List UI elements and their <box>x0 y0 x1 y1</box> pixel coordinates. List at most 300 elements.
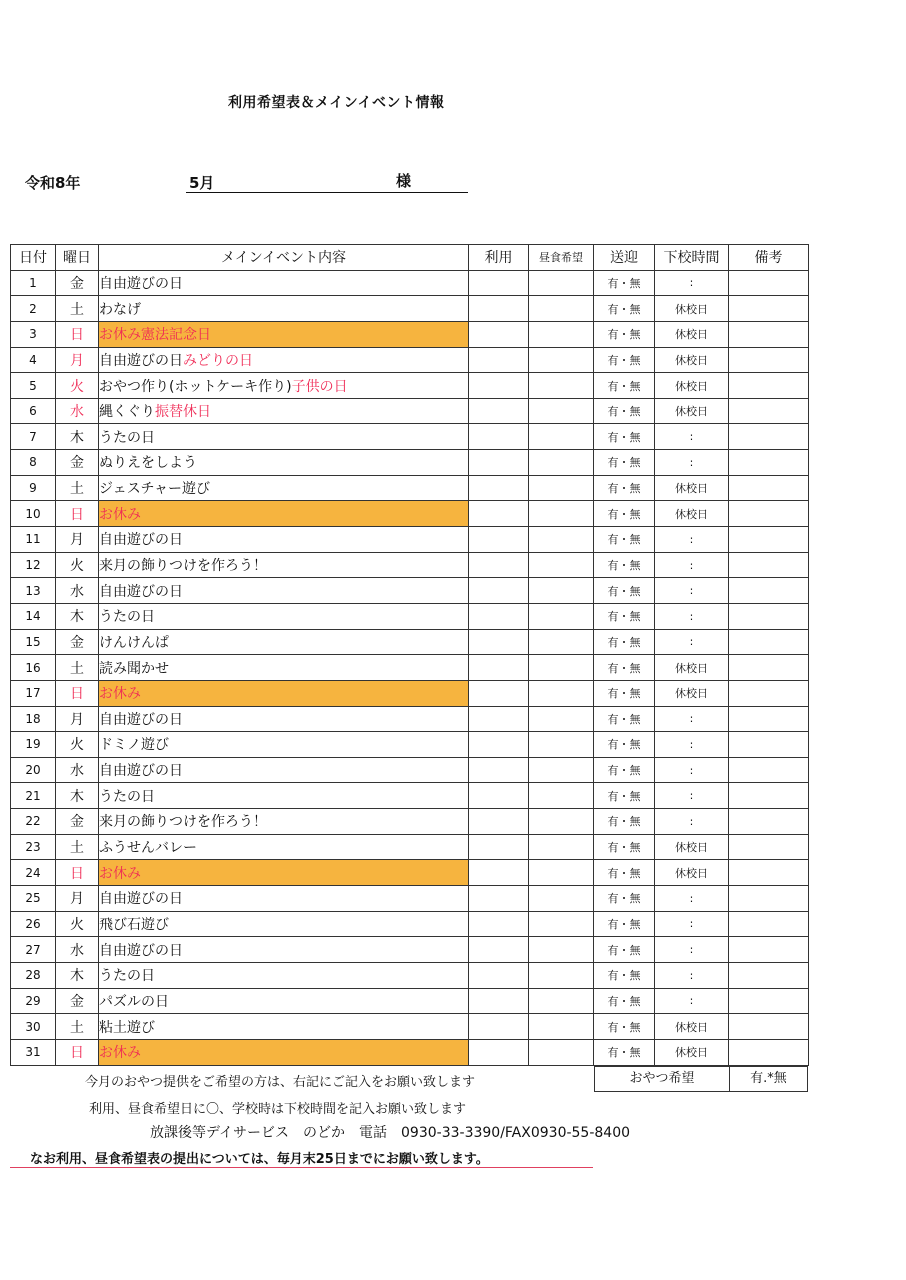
lunch-cell[interactable] <box>529 475 594 501</box>
remarks-cell[interactable] <box>729 809 809 835</box>
remarks-cell[interactable] <box>729 501 809 527</box>
use-cell[interactable] <box>469 603 529 629</box>
event-text: 縄くぐり <box>99 404 155 421</box>
header-lunch: 昼食希望 <box>529 245 594 271</box>
weekday-cell: 土 <box>56 655 99 681</box>
date-cell: 24 <box>11 860 56 886</box>
dismissal-cell[interactable]: : <box>655 450 729 476</box>
remarks-cell[interactable] <box>729 911 809 937</box>
table-header-row <box>11 245 809 271</box>
remarks-cell[interactable] <box>729 834 809 860</box>
lunch-cell[interactable] <box>529 629 594 655</box>
event-text: うたの日 <box>99 429 155 446</box>
weekday-cell: 金 <box>56 809 99 835</box>
holiday-text: みどりの日 <box>183 352 253 369</box>
remarks-cell[interactable] <box>729 347 809 373</box>
use-cell[interactable] <box>469 1014 529 1040</box>
remarks-cell[interactable] <box>729 296 809 322</box>
event-text: 自由遊びの日 <box>99 583 183 600</box>
remarks-cell[interactable] <box>729 860 809 886</box>
remarks-cell[interactable] <box>729 527 809 553</box>
date-cell: 14 <box>11 603 56 629</box>
weekday-cell: 金 <box>56 450 99 476</box>
use-cell[interactable] <box>469 373 529 399</box>
date-cell: 4 <box>11 347 56 373</box>
honorific-label: 様 <box>396 172 412 190</box>
transport-cell[interactable]: 有・無 <box>594 680 655 706</box>
dismissal-cell[interactable]: 休校日 <box>655 860 729 886</box>
weekday-cell: 月 <box>56 527 99 553</box>
date-cell: 9 <box>11 475 56 501</box>
weekday-cell: 木 <box>56 962 99 988</box>
weekday-cell: 木 <box>56 424 99 450</box>
lunch-cell[interactable] <box>529 911 594 937</box>
transport-cell[interactable]: 有・無 <box>594 578 655 604</box>
remarks-cell[interactable] <box>729 680 809 706</box>
remarks-cell[interactable] <box>729 270 809 296</box>
lunch-cell[interactable] <box>529 680 594 706</box>
event-cell <box>99 937 469 963</box>
date-cell: 18 <box>11 706 56 732</box>
remarks-cell[interactable] <box>729 424 809 450</box>
use-cell[interactable] <box>469 834 529 860</box>
date-cell: 11 <box>11 527 56 553</box>
header-date: 日付 <box>11 245 56 271</box>
use-cell[interactable] <box>469 424 529 450</box>
event-cell <box>99 655 469 681</box>
lunch-cell[interactable] <box>529 527 594 553</box>
date-cell: 8 <box>11 450 56 476</box>
transport-cell[interactable]: 有・無 <box>594 962 655 988</box>
transport-cell[interactable]: 有・無 <box>594 296 655 322</box>
event-cell <box>99 834 469 860</box>
page-title: 利用希望表＆メインイベント情報 <box>228 95 445 111</box>
transport-cell[interactable]: 有・無 <box>594 732 655 758</box>
use-cell[interactable] <box>469 475 529 501</box>
transport-cell[interactable]: 有・無 <box>594 706 655 732</box>
event-text: うたの日 <box>99 968 155 985</box>
event-cell <box>99 527 469 553</box>
date-cell: 1 <box>11 270 56 296</box>
date-cell: 29 <box>11 988 56 1014</box>
event-text: 自由遊びの日 <box>99 275 183 292</box>
event-text: 自由遊びの日 <box>99 763 183 780</box>
lunch-cell[interactable] <box>529 270 594 296</box>
table-row <box>11 270 809 296</box>
weekday-cell: 日 <box>56 321 99 347</box>
weekday-cell: 土 <box>56 834 99 860</box>
use-cell[interactable] <box>469 809 529 835</box>
table-row <box>11 757 809 783</box>
dismissal-cell[interactable]: 休校日 <box>655 834 729 860</box>
weekday-cell: 土 <box>56 1014 99 1040</box>
remarks-cell[interactable] <box>729 1014 809 1040</box>
table-row <box>11 578 809 604</box>
header-transport: 送迎 <box>594 245 655 271</box>
name-field-line[interactable] <box>186 192 468 193</box>
dismissal-cell[interactable]: : <box>655 757 729 783</box>
event-cell <box>99 270 469 296</box>
table-row <box>11 988 809 1014</box>
month-label: 5月 <box>189 174 215 192</box>
snack-label: おやつ希望 <box>595 1067 730 1091</box>
weekday-cell: 火 <box>56 552 99 578</box>
dismissal-cell[interactable]: : <box>655 706 729 732</box>
dismissal-cell[interactable]: : <box>655 809 729 835</box>
lunch-cell[interactable] <box>529 937 594 963</box>
era-year: 令和8年 <box>25 174 81 192</box>
weekday-cell: 火 <box>56 732 99 758</box>
dismissal-cell[interactable]: : <box>655 270 729 296</box>
event-cell <box>99 552 469 578</box>
deadline-underline <box>10 1167 593 1168</box>
date-cell: 17 <box>11 680 56 706</box>
lunch-cell[interactable] <box>529 732 594 758</box>
date-cell: 6 <box>11 398 56 424</box>
date-cell: 27 <box>11 937 56 963</box>
dismissal-cell[interactable]: : <box>655 629 729 655</box>
weekday-cell: 水 <box>56 757 99 783</box>
dismissal-cell[interactable]: : <box>655 527 729 553</box>
remarks-cell[interactable] <box>729 937 809 963</box>
remarks-cell[interactable] <box>729 552 809 578</box>
remarks-cell[interactable] <box>729 475 809 501</box>
lunch-cell[interactable] <box>529 988 594 1014</box>
weekday-cell: 月 <box>56 886 99 912</box>
table-row <box>11 347 809 373</box>
date-cell: 31 <box>11 1039 56 1065</box>
table-row <box>11 629 809 655</box>
event-cell <box>99 1014 469 1040</box>
use-cell[interactable] <box>469 321 529 347</box>
date-cell: 10 <box>11 501 56 527</box>
event-cell <box>99 629 469 655</box>
table-row <box>11 296 809 322</box>
event-cell <box>99 886 469 912</box>
transport-cell[interactable]: 有・無 <box>594 424 655 450</box>
use-cell[interactable] <box>469 988 529 1014</box>
remarks-cell[interactable] <box>729 732 809 758</box>
remarks-cell[interactable] <box>729 450 809 476</box>
dismissal-cell[interactable]: 休校日 <box>655 398 729 424</box>
lunch-cell[interactable] <box>529 860 594 886</box>
lunch-cell[interactable] <box>529 1014 594 1040</box>
transport-cell[interactable]: 有・無 <box>594 886 655 912</box>
table-row <box>11 706 809 732</box>
event-text: パズルの日 <box>99 993 169 1010</box>
lunch-cell[interactable] <box>529 603 594 629</box>
use-cell[interactable] <box>469 732 529 758</box>
transport-cell[interactable]: 有・無 <box>594 603 655 629</box>
header-dismissal: 下校時間 <box>655 245 729 271</box>
lunch-cell[interactable] <box>529 578 594 604</box>
weekday-cell: 火 <box>56 373 99 399</box>
date-cell: 22 <box>11 809 56 835</box>
transport-cell[interactable]: 有・無 <box>594 321 655 347</box>
weekday-cell: 金 <box>56 629 99 655</box>
use-cell[interactable] <box>469 757 529 783</box>
dismissal-cell[interactable]: 休校日 <box>655 296 729 322</box>
transport-cell[interactable]: 有・無 <box>594 1014 655 1040</box>
holiday-text: 振替休日 <box>155 404 211 421</box>
lunch-cell[interactable] <box>529 296 594 322</box>
dismissal-cell[interactable]: 休校日 <box>655 373 729 399</box>
event-cell <box>99 860 469 886</box>
table-row <box>11 886 809 912</box>
transport-cell[interactable]: 有・無 <box>594 629 655 655</box>
table-row <box>11 680 809 706</box>
use-cell[interactable] <box>469 629 529 655</box>
table-row <box>11 834 809 860</box>
transport-cell[interactable]: 有・無 <box>594 937 655 963</box>
event-text: ジェスチャー遊び <box>99 481 211 498</box>
dismissal-cell[interactable]: : <box>655 886 729 912</box>
date-cell: 2 <box>11 296 56 322</box>
dismissal-cell[interactable]: : <box>655 552 729 578</box>
remarks-cell[interactable] <box>729 757 809 783</box>
lunch-cell[interactable] <box>529 783 594 809</box>
remarks-cell[interactable] <box>729 655 809 681</box>
usage-note: 利用、昼食希望日に〇、学校時は下校時間を記入お願い致します <box>89 1102 467 1117</box>
use-cell[interactable] <box>469 680 529 706</box>
transport-cell[interactable]: 有・無 <box>594 450 655 476</box>
remarks-cell[interactable] <box>729 706 809 732</box>
weekday-cell: 月 <box>56 706 99 732</box>
weekday-cell: 日 <box>56 860 99 886</box>
date-cell: 19 <box>11 732 56 758</box>
use-cell[interactable] <box>469 552 529 578</box>
holiday-text: お休み憲法記念日 <box>99 327 211 344</box>
weekday-cell: 土 <box>56 296 99 322</box>
date-cell: 13 <box>11 578 56 604</box>
lunch-cell[interactable] <box>529 398 594 424</box>
use-cell[interactable] <box>469 347 529 373</box>
dismissal-cell[interactable]: : <box>655 988 729 1014</box>
remarks-cell[interactable] <box>729 988 809 1014</box>
transport-cell[interactable]: 有・無 <box>594 527 655 553</box>
transport-cell[interactable]: 有・無 <box>594 988 655 1014</box>
header-use: 利用 <box>469 245 529 271</box>
lunch-cell[interactable] <box>529 834 594 860</box>
event-text: 自由遊びの日 <box>99 532 183 549</box>
transport-cell[interactable]: 有・無 <box>594 475 655 501</box>
remarks-cell[interactable] <box>729 603 809 629</box>
use-cell[interactable] <box>469 783 529 809</box>
use-cell[interactable] <box>469 860 529 886</box>
transport-cell[interactable]: 有・無 <box>594 655 655 681</box>
dismissal-cell[interactable]: : <box>655 937 729 963</box>
event-text: うたの日 <box>99 788 155 805</box>
event-cell <box>99 988 469 1014</box>
deadline-note: なお利用、昼食希望表の提出については、毎月末25日までにお願い致します。 <box>30 1152 489 1167</box>
dismissal-cell[interactable]: 休校日 <box>655 1014 729 1040</box>
remarks-cell[interactable] <box>729 886 809 912</box>
event-text: 飛び石遊び <box>99 916 169 933</box>
lunch-cell[interactable] <box>529 706 594 732</box>
transport-cell[interactable]: 有・無 <box>594 552 655 578</box>
weekday-cell: 木 <box>56 783 99 809</box>
use-cell[interactable] <box>469 527 529 553</box>
use-cell[interactable] <box>469 501 529 527</box>
header-event: メインイベント内容 <box>99 245 469 271</box>
event-text: 読み聞かせ <box>99 660 169 677</box>
event-cell <box>99 347 469 373</box>
table-row <box>11 373 809 399</box>
transport-cell[interactable]: 有・無 <box>594 270 655 296</box>
transport-cell[interactable]: 有・無 <box>594 347 655 373</box>
dismissal-cell[interactable]: 休校日 <box>655 655 729 681</box>
use-cell[interactable] <box>469 655 529 681</box>
use-cell[interactable] <box>469 706 529 732</box>
use-cell[interactable] <box>469 296 529 322</box>
transport-cell[interactable]: 有・無 <box>594 1039 655 1065</box>
dismissal-cell[interactable]: 休校日 <box>655 1039 729 1065</box>
weekday-cell: 日 <box>56 501 99 527</box>
dismissal-cell[interactable]: 休校日 <box>655 680 729 706</box>
transport-cell[interactable]: 有・無 <box>594 834 655 860</box>
dismissal-cell[interactable]: : <box>655 911 729 937</box>
dismissal-cell[interactable]: : <box>655 783 729 809</box>
event-cell <box>99 603 469 629</box>
remarks-cell[interactable] <box>729 373 809 399</box>
event-cell <box>99 783 469 809</box>
table-row <box>11 809 809 835</box>
transport-cell[interactable]: 有・無 <box>594 373 655 399</box>
weekday-cell: 水 <box>56 398 99 424</box>
remarks-cell[interactable] <box>729 962 809 988</box>
event-text: けんけんぱ <box>99 634 169 651</box>
use-cell[interactable] <box>469 578 529 604</box>
event-cell <box>99 398 469 424</box>
date-cell: 25 <box>11 886 56 912</box>
holiday-text: お休み <box>99 1045 141 1062</box>
table-row <box>11 475 809 501</box>
event-cell <box>99 1039 469 1065</box>
remarks-cell[interactable] <box>729 629 809 655</box>
event-cell <box>99 732 469 758</box>
lunch-cell[interactable] <box>529 424 594 450</box>
dismissal-cell[interactable]: : <box>655 424 729 450</box>
dismissal-cell[interactable]: 休校日 <box>655 501 729 527</box>
snack-request-box <box>594 1066 808 1092</box>
event-cell <box>99 373 469 399</box>
remarks-cell[interactable] <box>729 1039 809 1065</box>
transport-cell[interactable]: 有・無 <box>594 809 655 835</box>
use-cell[interactable] <box>469 937 529 963</box>
lunch-cell[interactable] <box>529 886 594 912</box>
date-cell: 3 <box>11 321 56 347</box>
dismissal-cell[interactable]: 休校日 <box>655 347 729 373</box>
use-cell[interactable] <box>469 1039 529 1065</box>
event-text: 自由遊びの日 <box>99 891 183 908</box>
lunch-cell[interactable] <box>529 655 594 681</box>
event-cell <box>99 706 469 732</box>
weekday-cell: 木 <box>56 603 99 629</box>
event-cell <box>99 809 469 835</box>
table-row <box>11 860 809 886</box>
snack-note: 今月のおやつ提供をご希望の方は、右記にご記入をお願い致します <box>85 1075 476 1090</box>
transport-cell[interactable]: 有・無 <box>594 860 655 886</box>
event-cell <box>99 321 469 347</box>
date-cell: 26 <box>11 911 56 937</box>
event-cell <box>99 501 469 527</box>
event-text: 自由遊びの日 <box>99 942 183 959</box>
use-cell[interactable] <box>469 270 529 296</box>
event-cell <box>99 757 469 783</box>
dismissal-cell[interactable]: : <box>655 603 729 629</box>
remarks-cell[interactable] <box>729 783 809 809</box>
holiday-text: お休み <box>99 686 141 703</box>
lunch-cell[interactable] <box>529 962 594 988</box>
event-cell <box>99 680 469 706</box>
dismissal-cell[interactable]: : <box>655 962 729 988</box>
weekday-cell: 金 <box>56 988 99 1014</box>
use-cell[interactable] <box>469 398 529 424</box>
use-cell[interactable] <box>469 911 529 937</box>
dismissal-cell[interactable]: 休校日 <box>655 321 729 347</box>
transport-cell[interactable]: 有・無 <box>594 398 655 424</box>
remarks-cell[interactable] <box>729 321 809 347</box>
event-cell <box>99 962 469 988</box>
snack-choice[interactable]: 有.*無 <box>750 1071 787 1086</box>
event-cell <box>99 296 469 322</box>
lunch-cell[interactable] <box>529 321 594 347</box>
lunch-cell[interactable] <box>529 809 594 835</box>
table-row <box>11 424 809 450</box>
weekday-cell: 月 <box>56 347 99 373</box>
transport-cell[interactable]: 有・無 <box>594 783 655 809</box>
event-text: 来月の飾りつけを作ろう！ <box>99 814 267 831</box>
dismissal-cell[interactable]: 休校日 <box>655 475 729 501</box>
weekday-cell: 日 <box>56 1039 99 1065</box>
table-row <box>11 911 809 937</box>
lunch-cell[interactable] <box>529 501 594 527</box>
table-row <box>11 732 809 758</box>
date-cell: 16 <box>11 655 56 681</box>
remarks-cell[interactable] <box>729 578 809 604</box>
lunch-cell[interactable] <box>529 450 594 476</box>
header-weekday: 曜日 <box>56 245 99 271</box>
use-cell[interactable] <box>469 450 529 476</box>
event-text: 来月の飾りつけを作ろう！ <box>99 558 267 574</box>
event-text: 自由遊びの日 <box>99 711 183 728</box>
header-remarks: 備考 <box>729 245 809 271</box>
use-cell[interactable] <box>469 962 529 988</box>
event-text: ドミノ遊び <box>99 737 169 754</box>
schedule-table <box>10 244 809 1066</box>
lunch-cell[interactable] <box>529 373 594 399</box>
use-cell[interactable] <box>469 886 529 912</box>
weekday-cell: 土 <box>56 475 99 501</box>
lunch-cell[interactable] <box>529 347 594 373</box>
weekday-cell: 水 <box>56 578 99 604</box>
dismissal-cell[interactable]: : <box>655 578 729 604</box>
transport-cell[interactable]: 有・無 <box>594 911 655 937</box>
remarks-cell[interactable] <box>729 398 809 424</box>
table-row <box>11 962 809 988</box>
dismissal-cell[interactable]: : <box>655 732 729 758</box>
event-cell <box>99 911 469 937</box>
transport-cell[interactable]: 有・無 <box>594 501 655 527</box>
lunch-cell[interactable] <box>529 757 594 783</box>
weekday-cell: 水 <box>56 937 99 963</box>
date-cell: 12 <box>11 552 56 578</box>
table-row <box>11 783 809 809</box>
lunch-cell[interactable] <box>529 1039 594 1065</box>
lunch-cell[interactable] <box>529 552 594 578</box>
transport-cell[interactable]: 有・無 <box>594 757 655 783</box>
event-text: うたの日 <box>99 609 155 626</box>
